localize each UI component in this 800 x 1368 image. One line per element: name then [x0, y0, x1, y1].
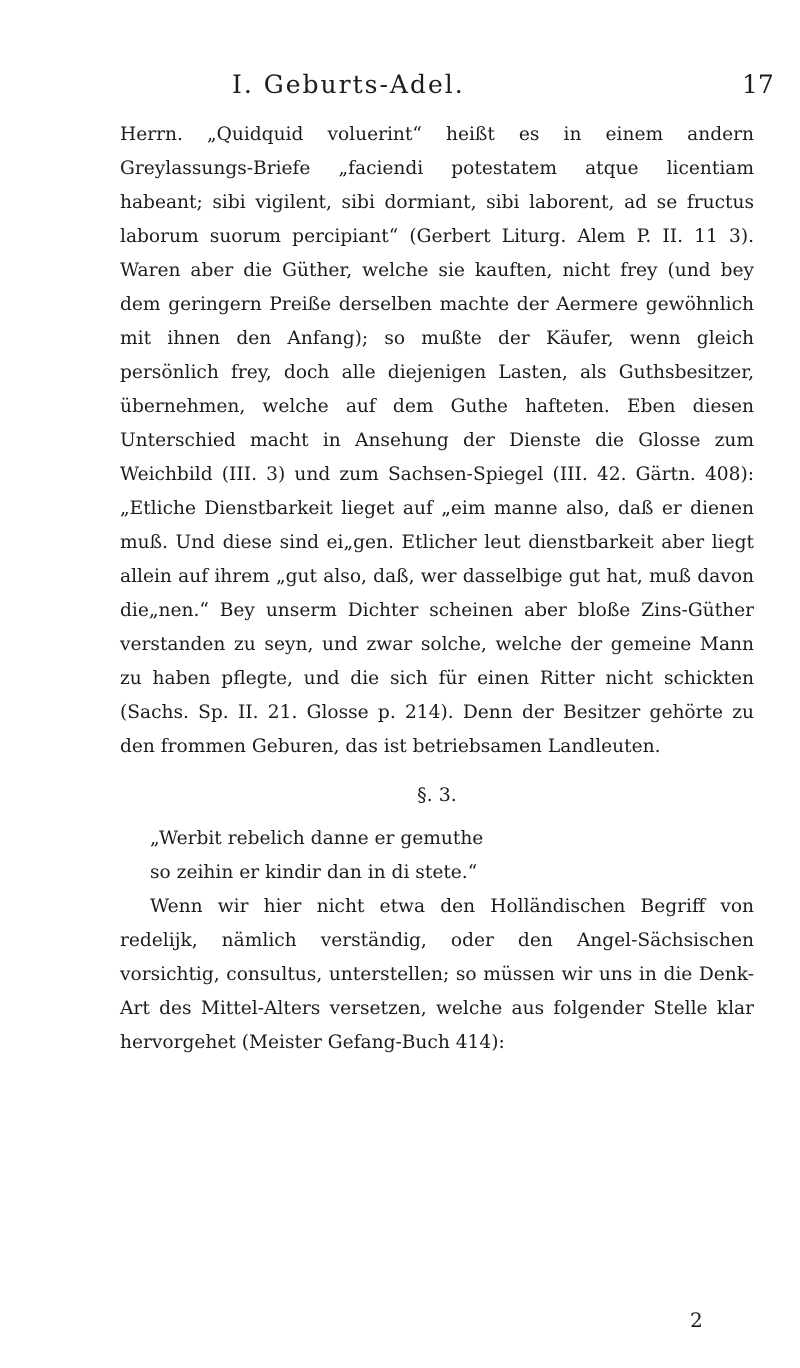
paragraph-1: Herrn. „Quidquid voluerint“ heißt es in einem andern Greylassungs-Briefe „faciendi potestatem atque licentiam habeant; sibi vigilent, sibi dormiant, sibi laborent, ad se fructus laborum suorum percipiant“ (Gerbert Liturg. Alem P. II. 11 3). Waren aber die Güther, welche sie kauften, nicht frey (und bey dem geringern Preiße derselben machte der Aermere gewöhnlich mit ihnen den Anfang); so mußte der Käufer, wenn gleich persönlich frey, doch alle diejenigen Lasten, als Guthsbesitzer, übernehmen, welche auf dem Guthe hafteten. Eben diesen Unterschied macht in Ansehung der Dienste die Glosse zum Weichbild (III. 3) und zum Sachsen-Spiegel (III. 42. Gärtn. 408): „Etliche Dienstbarkeit lieget auf „eim manne also, daß er dienen muß. Und diese sind ei„gen. Etlicher leut dienstbarkeit aber liegt allein auf ihrem „gut also, daß, wer dasselbige gut hat, muß davon die„nen.“ Bey unserm Dichter scheinen aber bloße Zins-Güther verstanden zu seyn, und zwar solche, welche der gemeine Mann zu haben pflegte, und die sich für einen Ritter nicht schickten (Sachs. Sp. II. 21. Glosse p. 214). Denn der Besitzer gehörte zu den frommen Geburen, das ist betriebsamen Landleuten.: [120, 124, 754, 757]
body-text: [120, 118, 754, 1060]
verse-line-1: „Werbit rebelich danne er gemuthe: [150, 828, 484, 849]
section-heading: §. 3.: [417, 784, 457, 806]
page-number: 17: [742, 70, 774, 99]
running-head: [0, 70, 800, 110]
signature-mark: 2: [690, 1308, 703, 1332]
running-title: I. Geburts-Adel.: [232, 70, 465, 99]
verse-line-2: so zeihin er kindir dan in di stete.“: [150, 862, 478, 883]
verse-quote: [150, 822, 754, 890]
paragraph-2: Wenn wir hier nicht etwa den Holländischen Begriff von redelijk, nämlich verständig, oder den Angel-Sächsischen vorsichtig, consultus, unterstellen; so müssen wir uns in die Denk-Art des Mittel-Alters versetzen, welche aus folgender Stelle klar hervorgehet (Meister Gefang-Buch 414):: [120, 896, 754, 1053]
